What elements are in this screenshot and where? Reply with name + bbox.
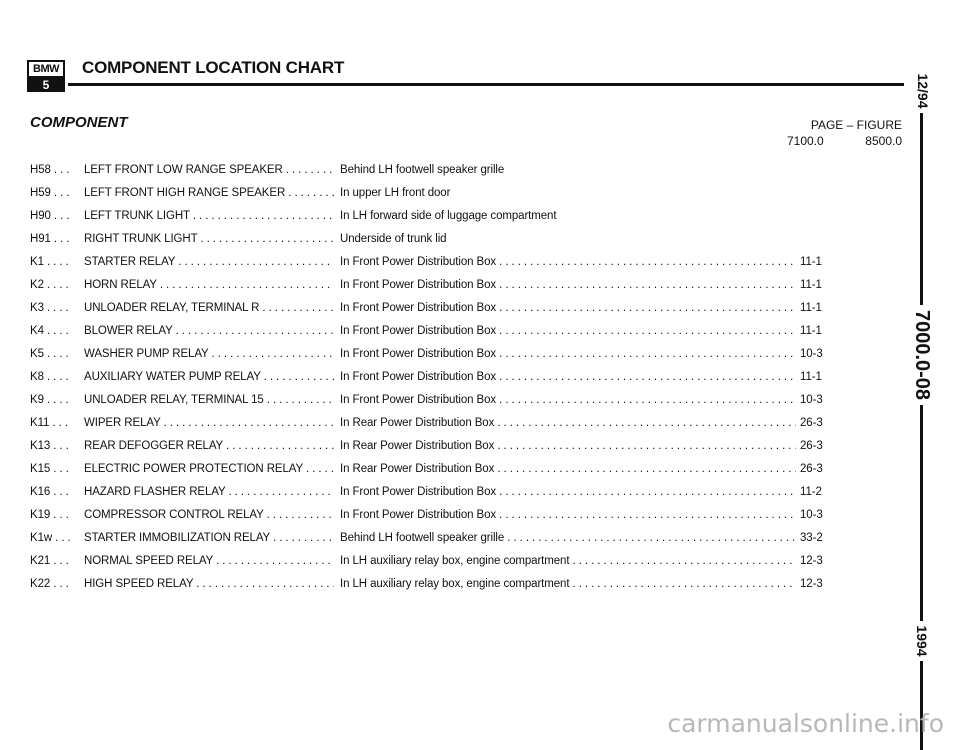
component-code: K16 . . . (30, 486, 69, 498)
component-location: Behind LH footwell speaker grille (340, 164, 505, 176)
component-location: In LH auxiliary relay box, engine compartment . . . (340, 555, 796, 567)
component-code: K22 . . . (30, 578, 69, 590)
page-figure-values (787, 134, 902, 148)
component-name: WASHER PUMP RELAY . . . (84, 348, 334, 360)
component-name: NORMAL SPEED RELAY . . . (84, 555, 334, 567)
component-name: LEFT TRUNK LIGHT . . . (84, 210, 334, 222)
page-figure-ref: 26-3 (800, 440, 823, 452)
component-name: STARTER RELAY . . . (84, 256, 334, 268)
page-figure-ref: 12-3 (800, 578, 823, 590)
component-name: RIGHT TRUNK LIGHT . . . (84, 233, 334, 245)
component-code: K1w . . . (30, 532, 71, 544)
page-figure-ref: 11-1 (800, 279, 822, 291)
component-location: In Rear Power Distribution Box . . . (340, 463, 796, 475)
table-row (0, 390, 960, 413)
component-location: Underside of trunk lid (340, 233, 447, 245)
page-figure-ref: 12-3 (800, 555, 823, 567)
component-location: In Front Power Distribution Box . . . (340, 371, 796, 383)
component-code: K4 . . . . (30, 325, 69, 337)
component-location: Behind LH footwell speaker grille . . . (340, 532, 796, 544)
table-row (0, 275, 960, 298)
component-location: In Front Power Distribution Box . . . (340, 509, 796, 521)
component-name: AUXILIARY WATER PUMP RELAY . . . (84, 371, 334, 383)
page-figure-ref: 26-3 (800, 463, 823, 475)
table-row (0, 344, 960, 367)
table-row (0, 459, 960, 482)
component-code: K21 . . . (30, 555, 69, 567)
component-location: In Front Power Distribution Box . . . (340, 256, 796, 268)
component-location: In Front Power Distribution Box . . . (340, 325, 796, 337)
page-figure-ref: 11-2 (800, 486, 822, 498)
component-code: K15 . . . (30, 463, 69, 475)
component-location: In Front Power Distribution Box . . . (340, 394, 796, 406)
margin-document-code: 7000.0-08 (911, 305, 933, 405)
page-figure-ref: 10-3 (800, 348, 823, 360)
table-row (0, 482, 960, 505)
table-row (0, 574, 960, 597)
table-row (0, 505, 960, 528)
margin-date: 12/94 (913, 69, 931, 113)
page-figure-ref: 11-1 (800, 256, 822, 268)
watermark: carmanualsonline.info (667, 709, 944, 738)
component-name: ELECTRIC POWER PROTECTION RELAY . . . (84, 463, 334, 475)
component-code: H58 . . . (30, 164, 70, 176)
table-row (0, 298, 960, 321)
figure-value: 8500.0 (865, 134, 902, 148)
page-title: COMPONENT LOCATION CHART (82, 58, 345, 77)
component-name: WIPER RELAY . . . (84, 417, 334, 429)
component-name: LEFT FRONT LOW RANGE SPEAKER . . . (84, 164, 334, 176)
component-name: HAZARD FLASHER RELAY . . . (84, 486, 334, 498)
component-code: H59 . . . (30, 187, 70, 199)
bmw-logo (27, 60, 65, 92)
component-location: In upper LH front door (340, 187, 451, 199)
component-name: LEFT FRONT HIGH RANGE SPEAKER . . . (84, 187, 334, 199)
table-row (0, 551, 960, 574)
page-figure-ref: 11-1 (800, 371, 822, 383)
page-figure-ref: 10-3 (800, 394, 823, 406)
table-row (0, 252, 960, 275)
component-list (0, 160, 960, 597)
component-code: K11 . . . (30, 417, 68, 429)
component-name: HIGH SPEED RELAY . . . (84, 578, 334, 590)
component-name: REAR DEFOGGER RELAY . . . (84, 440, 334, 452)
page-figure-ref: 10-3 (800, 509, 823, 521)
component-location: In Front Power Distribution Box . . . (340, 279, 796, 291)
component-location: In Front Power Distribution Box . . . (340, 302, 796, 314)
table-row (0, 413, 960, 436)
component-location: In LH forward side of luggage compartment (340, 210, 557, 222)
page-figure-ref: 26-3 (800, 417, 823, 429)
component-code: K1 . . . . (30, 256, 69, 268)
page-figure-header: PAGE – FIGURE (810, 118, 902, 132)
component-name: STARTER IMMOBILIZATION RELAY . . . (84, 532, 334, 544)
logo-brand-text: BMW (29, 62, 63, 78)
component-code: H91 . . . (30, 233, 70, 245)
table-row (0, 206, 960, 229)
component-location: In LH auxiliary relay box, engine compartment . . . (340, 578, 796, 590)
header-divider (68, 83, 904, 86)
table-row (0, 229, 960, 252)
component-code: K9 . . . . (30, 394, 69, 406)
page-value: 7100.0 (787, 134, 824, 148)
page-figure-ref: 11-1 (800, 325, 822, 337)
component-name: UNLOADER RELAY, TERMINAL 15 . . . (84, 394, 334, 406)
component-column-header: COMPONENT (30, 114, 128, 131)
page-figure-ref: 11-1 (800, 302, 822, 314)
component-name: UNLOADER RELAY, TERMINAL R . . . (84, 302, 334, 314)
component-location: In Rear Power Distribution Box . . . (340, 440, 796, 452)
component-code: K2 . . . . (30, 279, 69, 291)
component-code: K8 . . . . (30, 371, 69, 383)
component-location: In Front Power Distribution Box . . . (340, 348, 796, 360)
margin-year: 1994 (912, 621, 930, 661)
component-code: H90 . . . (30, 210, 70, 222)
component-code: K19 . . . (30, 509, 69, 521)
component-code: K13 . . . (30, 440, 69, 452)
component-name: BLOWER RELAY . . . (84, 325, 334, 337)
component-code: K5 . . . . (30, 348, 69, 360)
page-figure-ref: 33-2 (800, 532, 823, 544)
table-row (0, 183, 960, 206)
component-code: K3 . . . . (30, 302, 69, 314)
table-row (0, 436, 960, 459)
component-location: In Rear Power Distribution Box . . . (340, 417, 796, 429)
table-row (0, 160, 960, 183)
component-name: COMPRESSOR CONTROL RELAY . . . (84, 509, 334, 521)
component-name: HORN RELAY . . . (84, 279, 334, 291)
table-row (0, 321, 960, 344)
component-location: In Front Power Distribution Box . . . (340, 486, 796, 498)
table-row (0, 528, 960, 551)
logo-series-number: 5 (29, 78, 63, 92)
table-row (0, 367, 960, 390)
